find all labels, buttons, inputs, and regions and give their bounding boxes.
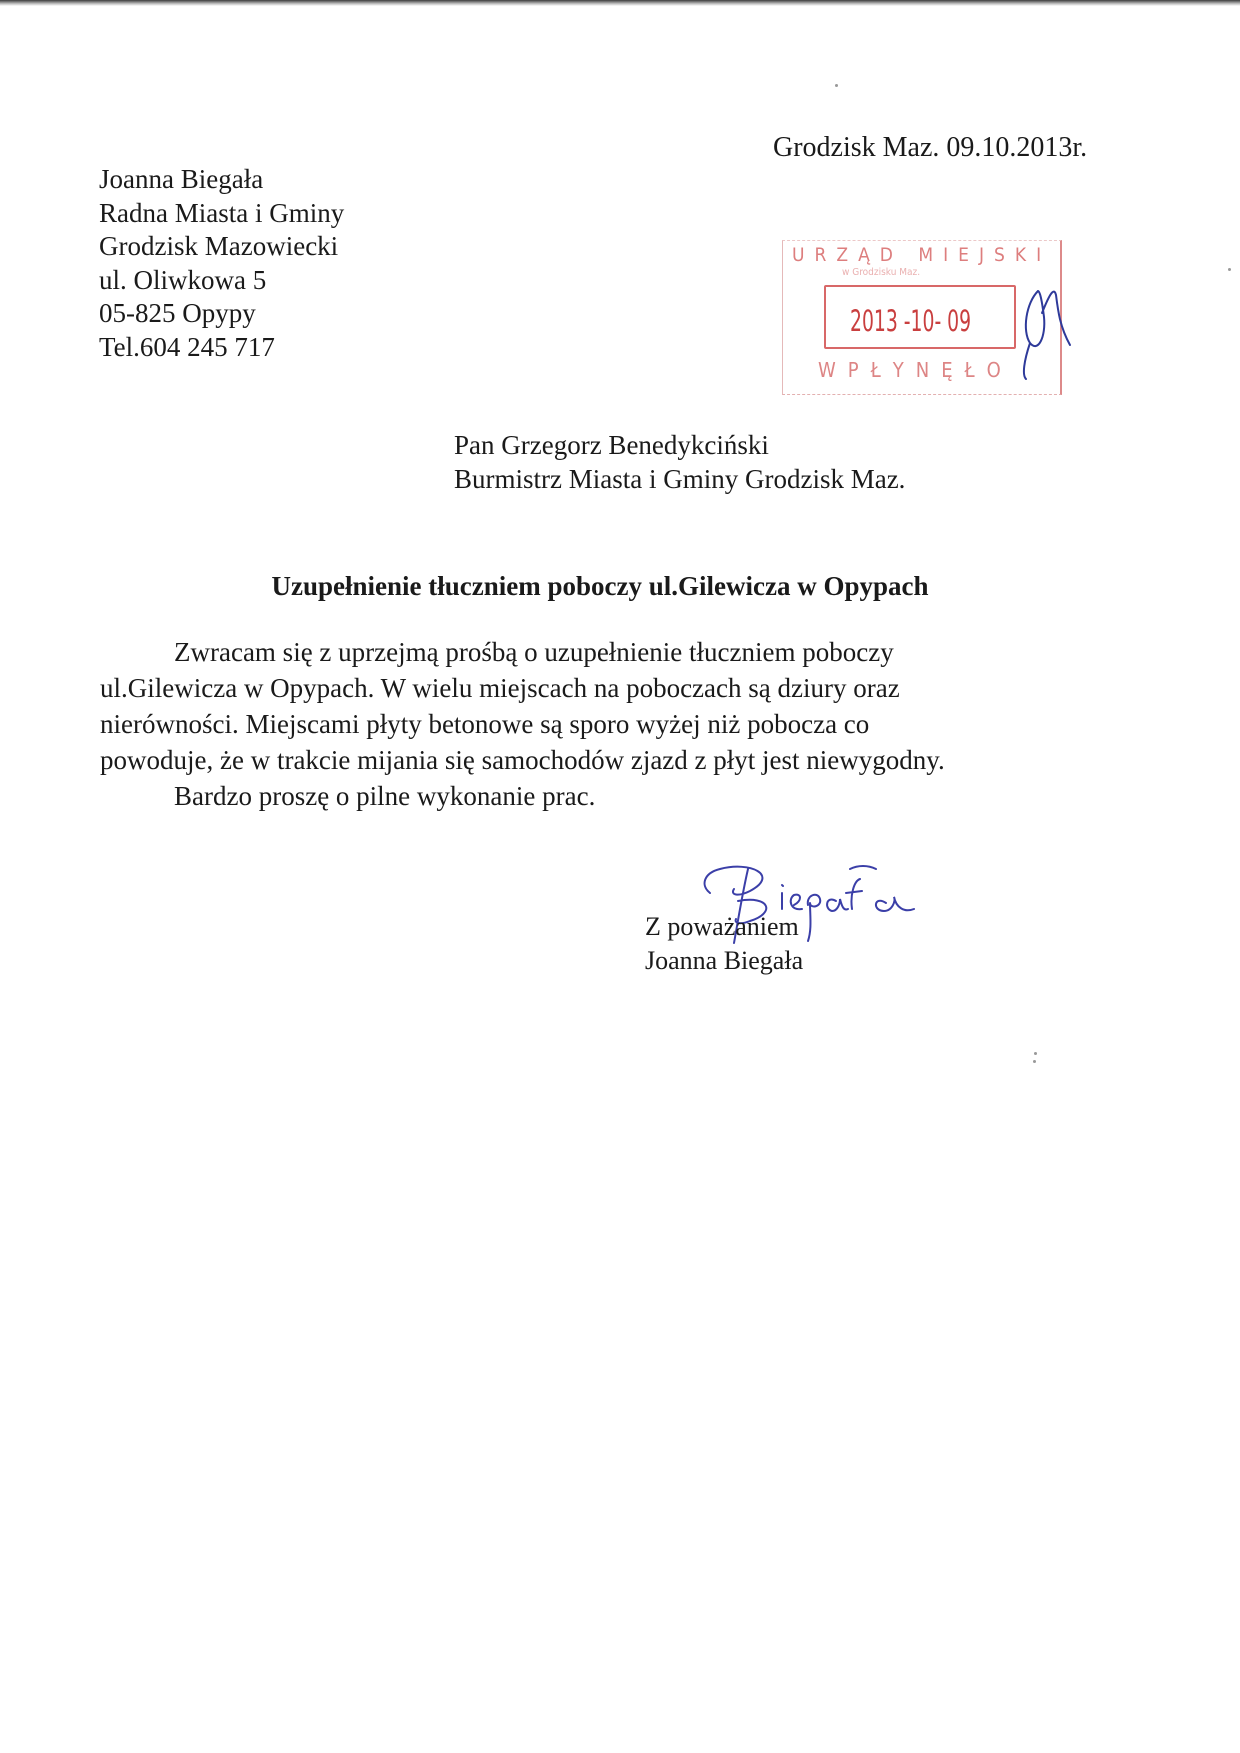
- scan-speck: [1033, 1060, 1036, 1063]
- sender-name: Joanna Biegała: [99, 164, 264, 194]
- sender-street: ul. Oliwkowa 5: [99, 264, 267, 295]
- recipient-block: [454, 428, 905, 496]
- sender-municipality: Grodzisk Mazowiecki: [99, 231, 339, 261]
- closing-block: [645, 910, 803, 978]
- stamp-city: w Grodzisku Maz.: [842, 267, 921, 278]
- body-line: Zwracam się z uprzejmą prośbą o uzupełnienie tłuczniem poboczy: [174, 637, 894, 667]
- scan-speck: [1034, 1052, 1037, 1055]
- sender-phone: Tel.604 245 717: [99, 331, 275, 362]
- stamp-date-box: [824, 285, 1016, 349]
- stamp-received-label: WPŁYNĘŁO: [818, 358, 1013, 382]
- stamp-office: URZĄD MIEJSKI: [792, 244, 1052, 266]
- scan-speck: [835, 84, 838, 87]
- scan-speck: [1228, 268, 1231, 271]
- body-line: powoduje, że w trakcie mijania się samochodów zjazd z płyt jest niewygodny.: [100, 745, 945, 775]
- body-line: nierówności. Miejscami płyty betonowe są sporo wyżej niż pobocza co: [100, 709, 870, 739]
- recipient-title: Burmistrz Miasta i Gminy Grodzisk Maz.: [454, 464, 906, 494]
- stamp-initials-mark: [1020, 283, 1080, 383]
- sender-address-block: [99, 163, 344, 364]
- body-line: ul.Gilewicza w Opypach. W wielu miejscach na poboczach są dziury oraz: [100, 673, 900, 703]
- closing-name: Joanna Biegała: [645, 946, 804, 975]
- body-line: Bardzo proszę o pilne wykonanie prac.: [174, 781, 596, 811]
- recipient-name: Pan Grzegorz Benedykciński: [454, 430, 769, 460]
- stamp-date: 2013 -10- 09: [850, 304, 972, 338]
- sender-role: Radna Miasta i Gminy: [99, 197, 345, 228]
- letter-date: Grodzisk Maz. 09.10.2013r.: [773, 132, 1088, 163]
- closing-greeting: Z poważaniem: [645, 912, 799, 941]
- letter-subject: Uzupełnienie tłuczniem poboczy ul.Gilewicza w Opypach: [271, 571, 929, 601]
- scan-edge: [0, 0, 1240, 6]
- sender-postcode: 05-825 Opypy: [99, 298, 256, 328]
